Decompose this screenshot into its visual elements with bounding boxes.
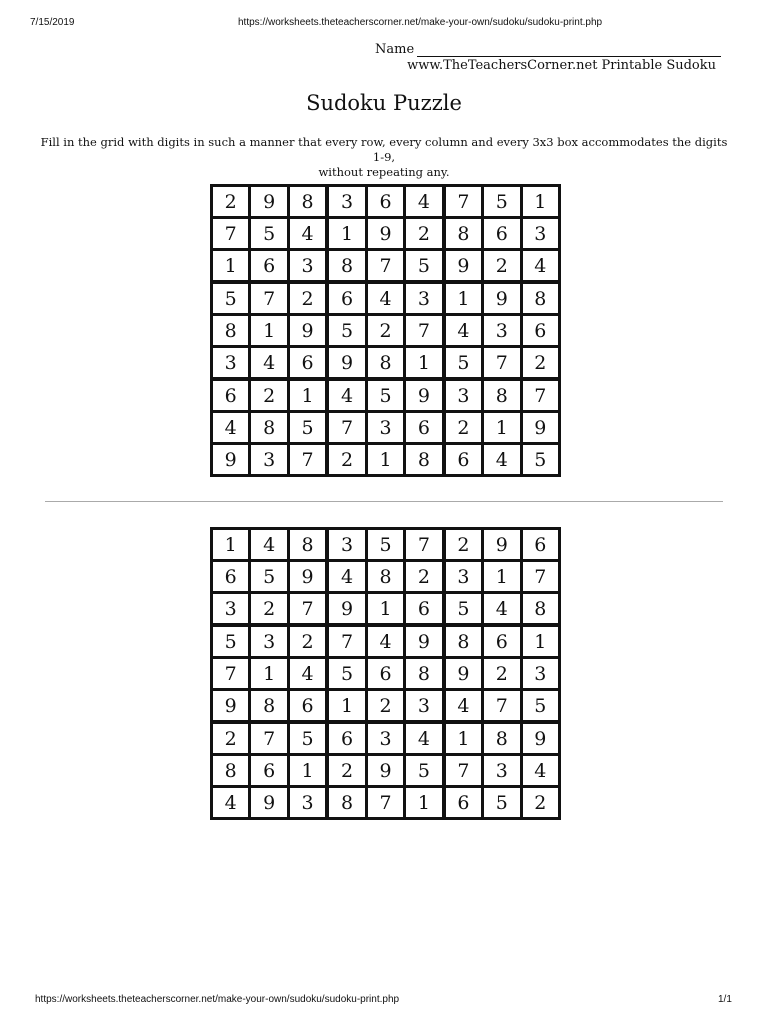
sudoku-cell: 7 [523,381,558,410]
site-credit: www.TheTeachersCorner.net Printable Sudoku [407,58,716,73]
sudoku-cell: 8 [446,219,481,248]
sudoku-cell: 8 [368,348,403,377]
sudoku-cell: 7 [446,756,481,785]
sudoku-cell: 2 [213,187,248,216]
sudoku-cell: 9 [484,530,519,559]
instructions-line-1: Fill in the grid with digits in such a manner that every row, every column and every 3x3 box accommodates the digits 1-9, [40,135,728,164]
sudoku-box [446,284,558,377]
sudoku-cell: 7 [251,724,286,753]
sudoku-cell: 4 [290,659,325,688]
sudoku-cell: 7 [446,187,481,216]
sudoku-cell: 8 [213,756,248,785]
divider [45,501,723,502]
sudoku-cell: 5 [484,187,519,216]
name-label: Name [375,42,415,57]
sudoku-cell: 9 [251,788,286,817]
footer-url: https://worksheets.theteacherscorner.net/make-your-own/sudoku/sudoku-print.php [35,994,400,1005]
sudoku-cell: 2 [484,251,519,280]
sudoku-box [446,724,558,817]
sudoku-cell: 2 [290,627,325,656]
sudoku-cell: 4 [368,627,403,656]
sudoku-box [329,284,441,377]
sudoku-cell: 6 [290,348,325,377]
sudoku-cell: 6 [484,219,519,248]
sudoku-cell: 4 [446,691,481,720]
print-url: https://worksheets.theteacherscorner.net/make-your-own/sudoku/sudoku-print.php [238,17,603,28]
name-blank-line [417,43,721,57]
sudoku-cell: 6 [406,594,441,623]
sudoku-cell: 7 [484,348,519,377]
sudoku-cell: 7 [484,691,519,720]
sudoku-cell: 7 [329,413,364,442]
sudoku-cell: 7 [523,562,558,591]
sudoku-cell: 2 [523,788,558,817]
sudoku-cell: 2 [251,381,286,410]
sudoku-cell: 2 [251,594,286,623]
sudoku-cell: 4 [523,756,558,785]
sudoku-cell: 7 [368,251,403,280]
sudoku-cell: 1 [329,219,364,248]
sudoku-cell: 9 [290,562,325,591]
sudoku-cell: 4 [368,284,403,313]
sudoku-cell: 8 [329,788,364,817]
sudoku-cell: 9 [329,594,364,623]
sudoku-box [329,530,441,623]
sudoku-cell: 4 [290,219,325,248]
sudoku-cell: 3 [290,788,325,817]
sudoku-cell: 1 [213,251,248,280]
sudoku-cell: 8 [329,251,364,280]
sudoku-box [213,187,325,280]
sudoku-cell: 2 [290,284,325,313]
sudoku-cell: 2 [406,562,441,591]
sudoku-cell: 4 [329,381,364,410]
sudoku-cell: 5 [329,659,364,688]
sudoku-cell: 9 [290,316,325,345]
sudoku-box [329,627,441,720]
sudoku-box [446,187,558,280]
sudoku-cell: 1 [329,691,364,720]
sudoku-cell: 3 [446,562,481,591]
sudoku-box [329,187,441,280]
sudoku-box [213,530,325,623]
name-field-row [375,42,721,57]
sudoku-grid-2 [210,527,561,820]
sudoku-cell: 4 [329,562,364,591]
sudoku-cell: 9 [523,724,558,753]
sudoku-cell: 6 [523,316,558,345]
sudoku-cell: 6 [523,530,558,559]
sudoku-cell: 8 [368,562,403,591]
sudoku-cell: 3 [251,627,286,656]
sudoku-cell: 3 [213,348,248,377]
sudoku-cell: 9 [329,348,364,377]
sudoku-cell: 9 [446,251,481,280]
sudoku-cell: 3 [406,284,441,313]
page-title: Sudoku Puzzle [306,91,462,115]
sudoku-cell: 5 [251,562,286,591]
sudoku-box [213,381,325,474]
sudoku-cell: 1 [484,413,519,442]
sudoku-cell: 8 [446,627,481,656]
sudoku-cell: 4 [213,788,248,817]
sudoku-box [446,530,558,623]
sudoku-cell: 5 [446,348,481,377]
sudoku-cell: 1 [406,788,441,817]
sudoku-cell: 3 [251,445,286,474]
sudoku-cell: 9 [251,187,286,216]
sudoku-cell: 2 [329,445,364,474]
sudoku-cell: 3 [368,724,403,753]
sudoku-cell: 9 [406,627,441,656]
sudoku-cell: 5 [368,381,403,410]
sudoku-cell: 8 [290,530,325,559]
sudoku-cell: 2 [446,530,481,559]
sudoku-cell: 1 [484,562,519,591]
sudoku-cell: 1 [290,756,325,785]
sudoku-cell: 7 [290,445,325,474]
sudoku-cell: 4 [446,316,481,345]
instructions-line-2: without repeating any. [318,165,450,179]
sudoku-cell: 2 [484,659,519,688]
sudoku-cell: 2 [446,413,481,442]
sudoku-cell: 3 [406,691,441,720]
sudoku-cell: 8 [251,691,286,720]
sudoku-cell: 5 [329,316,364,345]
sudoku-cell: 3 [523,659,558,688]
sudoku-cell: 2 [213,724,248,753]
sudoku-cell: 4 [484,445,519,474]
sudoku-cell: 3 [484,756,519,785]
sudoku-cell: 3 [290,251,325,280]
sudoku-cell: 4 [251,530,286,559]
sudoku-cell: 5 [213,284,248,313]
sudoku-cell: 1 [251,659,286,688]
sudoku-cell: 8 [251,413,286,442]
sudoku-cell: 8 [290,187,325,216]
sudoku-cell: 6 [251,756,286,785]
sudoku-cell: 9 [213,445,248,474]
sudoku-cell: 1 [523,187,558,216]
sudoku-cell: 5 [523,691,558,720]
sudoku-cell: 4 [523,251,558,280]
sudoku-cell: 6 [484,627,519,656]
sudoku-cell: 6 [329,284,364,313]
sudoku-cell: 3 [368,413,403,442]
sudoku-cell: 6 [213,562,248,591]
sudoku-cell: 5 [251,219,286,248]
sudoku-cell: 9 [406,381,441,410]
sudoku-cell: 7 [368,788,403,817]
sudoku-box [446,381,558,474]
sudoku-cell: 1 [251,316,286,345]
sudoku-cell: 6 [446,445,481,474]
sudoku-cell: 2 [406,219,441,248]
sudoku-cell: 8 [406,659,441,688]
sudoku-grid-1 [210,184,561,477]
sudoku-cell: 7 [329,627,364,656]
sudoku-cell: 7 [213,219,248,248]
sudoku-cell: 4 [484,594,519,623]
sudoku-cell: 1 [446,724,481,753]
sudoku-cell: 5 [406,251,441,280]
sudoku-cell: 8 [213,316,248,345]
sudoku-cell: 5 [406,756,441,785]
sudoku-cell: 4 [213,413,248,442]
sudoku-cell: 3 [329,530,364,559]
instructions [40,135,728,180]
sudoku-cell: 6 [329,724,364,753]
sudoku-cell: 1 [368,594,403,623]
sudoku-cell: 4 [406,187,441,216]
sudoku-cell: 7 [406,530,441,559]
sudoku-cell: 9 [368,756,403,785]
print-date: 7/15/2019 [30,17,75,28]
sudoku-cell: 9 [446,659,481,688]
sudoku-cell: 1 [446,284,481,313]
sudoku-cell: 9 [484,284,519,313]
sudoku-cell: 5 [290,413,325,442]
sudoku-cell: 3 [329,187,364,216]
sudoku-cell: 6 [446,788,481,817]
sudoku-cell: 8 [523,594,558,623]
sudoku-cell: 1 [406,348,441,377]
sudoku-cell: 1 [213,530,248,559]
sudoku-cell: 8 [523,284,558,313]
sudoku-cell: 6 [368,659,403,688]
sudoku-cell: 3 [213,594,248,623]
sudoku-cell: 4 [406,724,441,753]
sudoku-box [213,724,325,817]
sudoku-box [213,627,325,720]
sudoku-box [213,284,325,377]
sudoku-cell: 7 [406,316,441,345]
sudoku-cell: 2 [368,691,403,720]
sudoku-cell: 6 [290,691,325,720]
sudoku-cell: 4 [251,348,286,377]
sudoku-cell: 8 [484,724,519,753]
sudoku-cell: 5 [290,724,325,753]
sudoku-cell: 3 [523,219,558,248]
sudoku-cell: 1 [290,381,325,410]
sudoku-cell: 6 [368,187,403,216]
sudoku-cell: 5 [523,445,558,474]
sudoku-box [329,724,441,817]
sudoku-cell: 6 [406,413,441,442]
sudoku-cell: 5 [368,530,403,559]
sudoku-cell: 1 [523,627,558,656]
sudoku-cell: 6 [213,381,248,410]
sudoku-cell: 7 [251,284,286,313]
sudoku-cell: 9 [213,691,248,720]
sudoku-cell: 5 [446,594,481,623]
sudoku-cell: 7 [213,659,248,688]
sudoku-cell: 9 [368,219,403,248]
sudoku-cell: 2 [368,316,403,345]
sudoku-cell: 3 [484,316,519,345]
sudoku-box [329,381,441,474]
sudoku-cell: 5 [213,627,248,656]
sudoku-cell: 2 [523,348,558,377]
sudoku-cell: 7 [290,594,325,623]
sudoku-cell: 8 [406,445,441,474]
sudoku-box [446,627,558,720]
sudoku-cell: 8 [484,381,519,410]
sudoku-cell: 6 [251,251,286,280]
sudoku-cell: 3 [446,381,481,410]
sudoku-cell: 9 [523,413,558,442]
sudoku-cell: 2 [329,756,364,785]
sudoku-cell: 1 [368,445,403,474]
sudoku-cell: 5 [484,788,519,817]
page-number: 1/1 [718,994,732,1005]
